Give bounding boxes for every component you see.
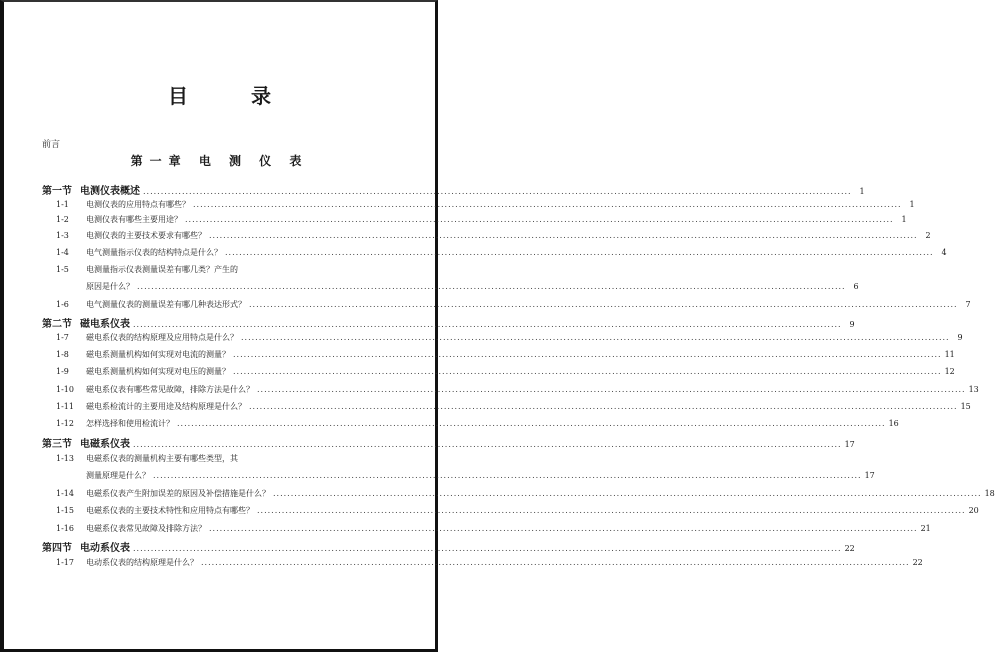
toc-item[interactable] — [42, 199, 915, 213]
toc-page-number: 2 — [925, 231, 931, 240]
toc-leader-dots: ........................................................................................................................................................................................................ — [257, 385, 966, 394]
toc-leader-dots: ........................................................................................................................................................................................................ — [201, 558, 910, 567]
toc-item-number: 1-17 — [56, 558, 74, 567]
toc-item[interactable] — [42, 264, 386, 278]
toc-entry-title: 电动系仪表 — [80, 543, 130, 554]
toc-item[interactable] — [42, 453, 386, 467]
toc-page-number: 22 — [844, 544, 855, 553]
toc-item[interactable] — [42, 384, 979, 398]
toc-leader-dots: ........................................................................................................................................................................................................ — [133, 320, 842, 329]
toc-item[interactable] — [42, 299, 971, 313]
toc-page-number: 21 — [920, 524, 931, 533]
toc-item[interactable] — [42, 230, 931, 244]
toc-leader-dots: ........................................................................................................................................................................................................ — [249, 402, 958, 411]
toc-section[interactable] — [42, 182, 865, 197]
toc-entry-title: 电气测量指示仪表的结构特点是什么？ — [86, 248, 222, 257]
toc-section[interactable] — [42, 539, 855, 554]
toc-item-number: 1-9 — [56, 367, 69, 376]
toc-entry-title: 怎样选择和使用检流计？ — [86, 419, 174, 428]
toc-entry-title: 磁电系检流计的主要用途及结构原理是什么？ — [86, 402, 246, 411]
toc-entry-title: 电测仪表的主要技术要求有哪些？ — [86, 231, 206, 240]
toc-leader-dots: ........................................................................................................................................................................................................ — [137, 282, 846, 291]
toc-entry-title: 电气测量仪表的测量误差有哪几种表达形式？ — [86, 300, 246, 309]
toc-item[interactable] — [42, 332, 963, 346]
toc-item[interactable] — [42, 505, 979, 519]
toc-entry-title: 测量原理是什么？ — [86, 471, 150, 480]
toc-leader-dots: ........................................................................................................................................................................................................ — [233, 367, 942, 376]
toc-leader-dots: ........................................................................................................................................................................................................ — [257, 506, 966, 515]
toc-entry-title: 磁电系测量机构如何实现对电压的测量？ — [86, 367, 230, 376]
toc-item-number: 1-10 — [56, 385, 74, 394]
toc-continuation[interactable] — [42, 470, 875, 484]
toc-page-number: 1 — [901, 215, 907, 224]
toc-page-number: 17 — [864, 471, 875, 480]
toc-item-number: 1-2 — [56, 215, 69, 224]
toc-entry-title: 电磁系仪表常见故障及排除方法？ — [86, 524, 206, 533]
toc-section-label: 第四节 — [42, 543, 72, 554]
toc-entry-title: 磁电系仪表有哪些常见故障，排除方法是什么？ — [86, 385, 254, 394]
toc-page-number: 7 — [965, 300, 971, 309]
toc-leader-dots: ........................................................................................................................................................................................................ — [133, 440, 842, 449]
toc-section-label: 第三节 — [42, 439, 72, 450]
toc-entry-title: 电测仪表的应用特点有哪些？ — [86, 200, 190, 209]
toc-item[interactable] — [42, 366, 955, 380]
toc-item-number: 1-15 — [56, 506, 74, 515]
toc-item-number: 1-11 — [56, 402, 74, 411]
toc-page-number: 6 — [853, 282, 859, 291]
toc-leader-dots: ........................................................................................................................................................................................................ — [193, 200, 902, 209]
toc-leader-dots: ........................................................................................................................................................................................................ — [249, 300, 958, 309]
toc-page-number: 16 — [888, 419, 899, 428]
toc-leader-dots: ........................................................................................................................................................................................................ — [153, 471, 862, 480]
toc-page-number: 9 — [957, 333, 963, 342]
toc-item-number: 1-13 — [56, 454, 74, 463]
toc-item-number: 1-14 — [56, 489, 74, 498]
toc-page-number: 22 — [912, 558, 923, 567]
toc-leader-dots: ........................................................................................................................................................................................................ — [225, 248, 934, 257]
toc-entry-title: 电磁系仪表 — [80, 439, 130, 450]
toc-page-number: 18 — [984, 489, 995, 498]
toc-entry-title: 磁电系测量机构如何实现对电流的测量？ — [86, 350, 230, 359]
chapter-heading: 第一章 电 测 仪 表 — [130, 154, 309, 168]
toc-entry-title: 原因是什么？ — [86, 282, 134, 291]
toc-section-label: 第二节 — [42, 319, 72, 330]
toc-entry-title: 磁电系仪表 — [80, 319, 130, 330]
toc-leader-dots: ........................................................................................................................................................................................................ — [241, 333, 950, 342]
toc-leader-dots: ........................................................................................................................................................................................................ — [133, 544, 842, 553]
toc-page-number: 12 — [944, 367, 955, 376]
toc-section-label: 第一节 — [42, 186, 72, 197]
toc-page-number: 17 — [844, 440, 855, 449]
toc-page-number: 9 — [849, 320, 855, 329]
toc-leader-dots: ........................................................................................................................................................................................................ — [209, 524, 918, 533]
toc-item-number: 1-6 — [56, 300, 69, 309]
toc-page-number: 1 — [859, 187, 865, 196]
toc-entry-title: 磁电系仪表的结构原理及应用特点是什么？ — [86, 333, 238, 342]
toc-item-number: 1-3 — [56, 231, 69, 240]
toc-item[interactable] — [42, 523, 931, 537]
toc-page-number: 13 — [968, 385, 979, 394]
toc-leader-dots: ........................................................................................................................................................................................................ — [273, 489, 982, 498]
toc-page-number: 15 — [960, 402, 971, 411]
toc-entry-title: 电磁系仪表的测量机构主要有哪些类型，其 — [86, 454, 238, 463]
toc-section[interactable] — [42, 435, 855, 450]
toc-item[interactable] — [42, 247, 947, 261]
toc-item-number: 1-7 — [56, 333, 69, 342]
toc-leader-dots: ........................................................................................................................................................................................................ — [209, 231, 918, 240]
toc-item-number: 1-5 — [56, 265, 69, 274]
toc-page-number: 1 — [909, 200, 915, 209]
toc-item[interactable] — [42, 401, 971, 415]
toc-item-number: 1-16 — [56, 524, 74, 533]
toc-section[interactable] — [42, 315, 855, 330]
toc-item[interactable] — [42, 557, 923, 571]
toc-item-number: 1-4 — [56, 248, 69, 257]
toc-entry-title: 电动系仪表的结构原理是什么？ — [86, 558, 198, 567]
toc-item[interactable] — [42, 214, 907, 228]
toc-item[interactable] — [42, 349, 955, 363]
toc-entry-title: 电测量指示仪表测量误差有哪几类？产生的 — [86, 265, 238, 274]
toc-entry-title: 电测仪表概述 — [80, 186, 140, 197]
toc-page-number: 20 — [968, 506, 979, 515]
toc-leader-dots: ........................................................................................................................................................................................................ — [233, 350, 942, 359]
toc-page-number: 4 — [941, 248, 947, 257]
toc-item-number: 1-12 — [56, 419, 74, 428]
toc-leader-dots: ........................................................................................................................................................................................................ — [185, 215, 894, 224]
page-title: 目 录 — [168, 84, 299, 108]
toc-item-number: 1-1 — [56, 200, 69, 209]
toc-continuation[interactable] — [42, 281, 859, 295]
toc-leader-dots: ........................................................................................................................................................................................................ — [143, 187, 852, 196]
toc-leader-dots: ........................................................................................................................................................................................................ — [177, 419, 886, 428]
preface-entry[interactable]: 前言 — [42, 140, 61, 150]
toc-entry-title: 电测仪表有哪些主要用途？ — [86, 215, 182, 224]
toc-page-number: 11 — [944, 350, 955, 359]
toc-item-number: 1-8 — [56, 350, 69, 359]
toc-item[interactable] — [42, 418, 899, 432]
toc-item[interactable] — [42, 488, 995, 502]
toc-entry-title: 电磁系仪表的主要技术特性和应用特点有哪些？ — [86, 506, 254, 515]
toc-entry-title: 电磁系仪表产生附加误差的原因及补偿措施是什么？ — [86, 489, 270, 498]
